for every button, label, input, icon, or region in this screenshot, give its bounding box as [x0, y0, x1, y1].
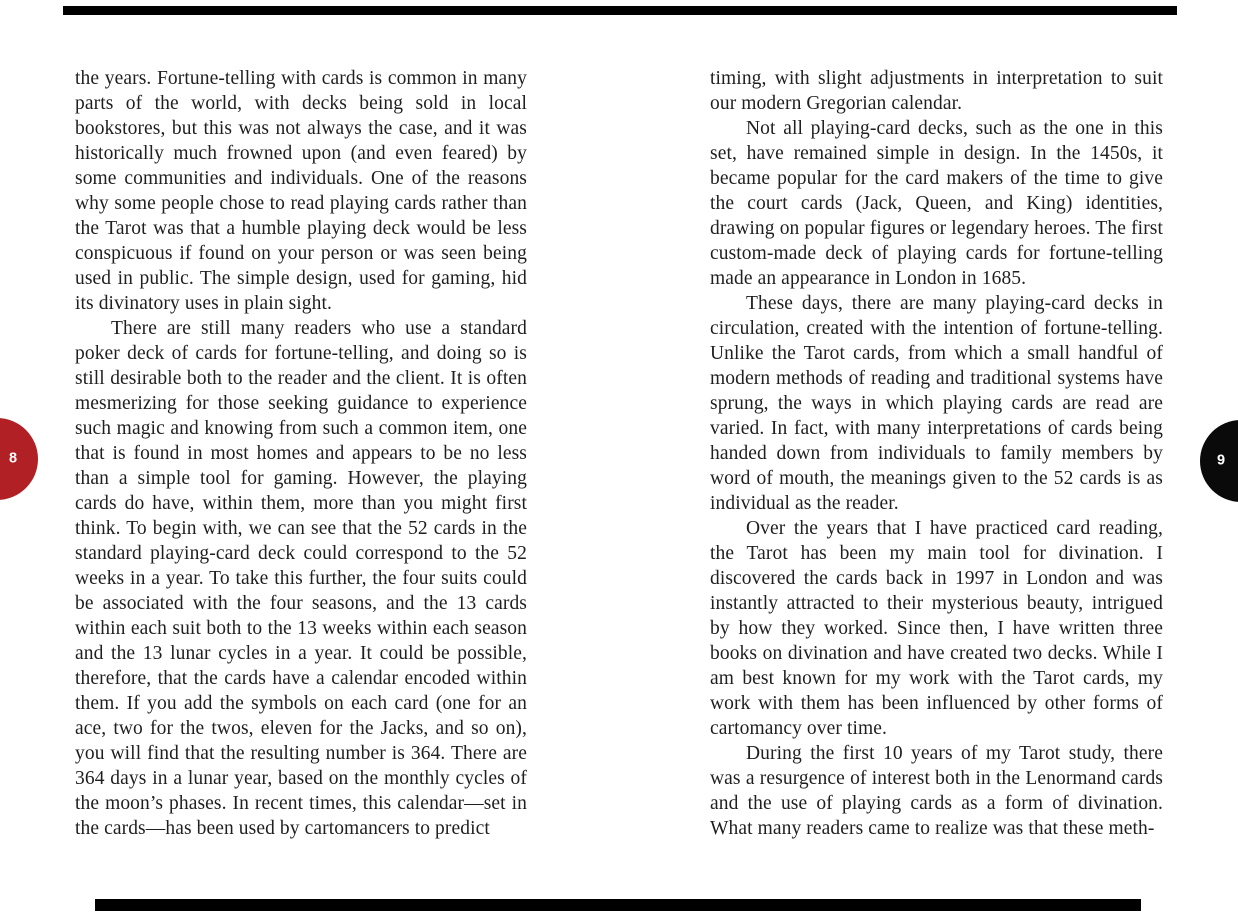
- top-page-edge-bar: [63, 6, 1177, 15]
- paragraph: Not all playing-card decks, such as the one in this set, have remained simple in design. In the 1450s, it became popular for the card makers of the time to give the court cards (Jack, Queen, and King) identities, drawing on popular figures or legendary heroes. The first custom-made deck of playing cards for fortune-telling made an appearance in London in 1685.: [710, 118, 1163, 289]
- paragraph: timing, with slight adjustments in interpretation to suit our modern Gregorian calendar.: [710, 68, 1163, 114]
- bottom-page-edge-bar: [95, 899, 1141, 911]
- paragraph: Over the years that I have practiced card reading, the Tarot has been my main tool for divination. I discovered the cards back in 1997 in London and was instantly attracted to their mysterious beauty, intrigued by how they worked. Since then, I have written three books on divination and have created two decks. While I am best known for my work with the Tarot cards, my work with them has been influenced by other forms of cartomancy over time.: [710, 518, 1163, 739]
- left-page-text-column: [75, 66, 527, 841]
- left-page-number: 8: [9, 450, 18, 467]
- paragraph: These days, there are many playing-card decks in circulation, created with the intention of fortune-telling. Unlike the Tarot cards, from which a small handful of modern methods of reading and traditional systems have sprung, the ways in which playing cards are read are varied. In fact, with many interpretations of cards being handed down from individuals to family members by word of mouth, the meanings given to the 52 cards is as individual as the reader.: [710, 293, 1163, 514]
- paragraph: the years. Fortune-telling with cards is common in many parts of the world, with decks being sold in local bookstores, but this was not always the case, and it was historically much frowned upon (and even feared) by some communities and individuals. One of the reasons why some people chose to read playing cards rather than the Tarot was that a humble playing deck would be less conspicuous if found on your person or was seen being used in public. The simple design, used for gaming, hid its divinatory uses in plain sight.: [75, 68, 527, 314]
- right-page-number-tab: [1200, 420, 1238, 502]
- left-page-number-tab: [0, 418, 38, 500]
- paragraph: There are still many readers who use a standard poker deck of cards for fortune-telling, and doing so is still desirable both to the reader and the client. It is often mesmerizing for those seeking guidance to experience such magic and knowing from such a common item, one that is found in most homes and appears to be no less than a simple tool for gaming. However, the playing cards do have, within them, more than you might first think. To begin with, we can see that the 52 cards in the standard playing-card deck could correspond to the 52 weeks in a year. To take this further, the four suits could be associated with the four seasons, and the 13 cards within each suit both to the 13 weeks within each season and the 13 lunar cycles in a year. It could be possible, therefore, that the cards have a calendar encoded within them. If you add the symbols on each card (one for an ace, two for the twos, eleven for the Jacks, and so on), you will find that the resulting number is 364. There are 364 days in a lunar year, based on the monthly cycles of the moon’s phases. In recent times, this calendar—set in the cards—has been used by cartomancers to predict: [75, 318, 527, 839]
- right-page-number: 9: [1217, 452, 1226, 469]
- right-page-text-column: [710, 66, 1163, 841]
- paragraph: During the first 10 years of my Tarot study, there was a resurgence of interest both in the Lenormand cards and the use of playing cards as a form of divination. What many readers came to realize was that these meth-: [710, 743, 1163, 839]
